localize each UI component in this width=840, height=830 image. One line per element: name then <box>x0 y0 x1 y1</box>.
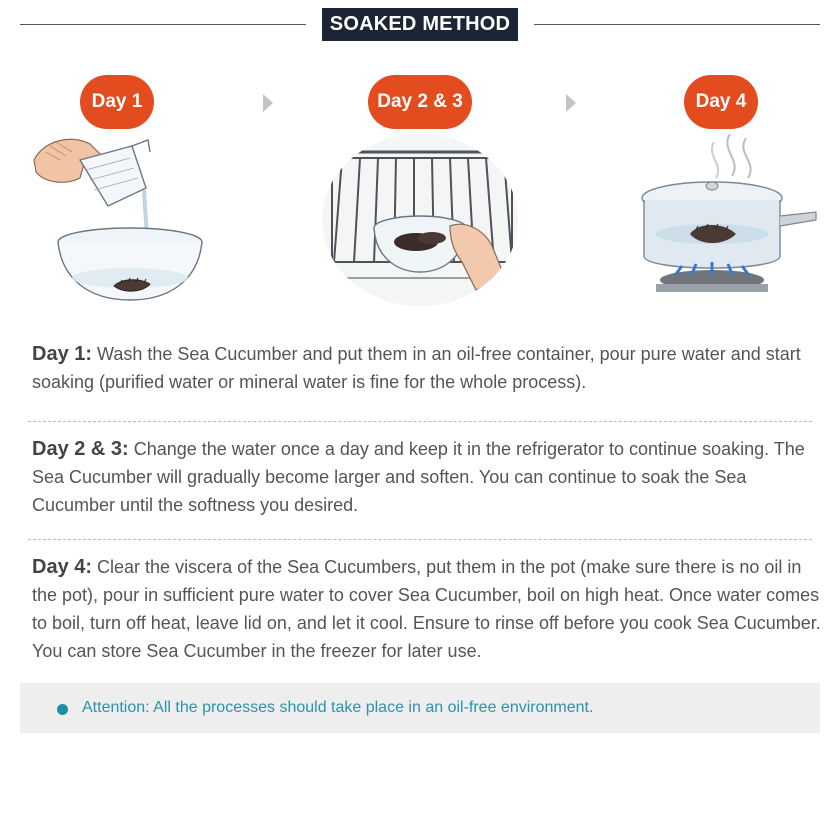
badge-day-1: Day 1 <box>80 75 154 129</box>
step-text: Wash the Sea Cucumber and put them in an oil-free container, pour pure water and start soaking (purified water or mineral water is fine for the whole process). <box>32 344 801 392</box>
divider <box>28 539 812 540</box>
step-day-4 <box>32 553 824 665</box>
step-label: Day 1: <box>32 343 93 365</box>
arrow-right-icon <box>566 94 576 112</box>
illustration-pouring-water <box>20 130 220 310</box>
illustration-boiling-pot <box>620 130 820 310</box>
title-rule-left <box>20 24 306 25</box>
step-text: Clear the viscera of the Sea Cucumbers, put them in the pot (make sure there is no oil in the pot), pour in sufficient pure water to cover Sea Cucumber, boil on high heat. Once water comes to boil, turn off heat, leave lid on, and let it cool. Ensure to rinse off before you cook Sea Cucumber. You can store Sea Cucumber in the freezer for later use. <box>32 557 821 661</box>
section-title: SOAKED METHOD <box>322 8 518 41</box>
attention-box <box>20 683 820 733</box>
title-rule-right <box>534 24 820 25</box>
attention-text: Attention: All the processes should take place in an oil-free environment. <box>82 699 594 716</box>
bullet-dot-icon <box>57 704 68 715</box>
step-day-1 <box>32 340 824 396</box>
step-text: Change the water once a day and keep it in the refrigerator to continue soaking. The Sea Cucumber will gradually become larger and soften. You can continue to soak the Sea Cucumber until the softness you desired. <box>32 439 805 515</box>
badge-day-2-3: Day 2 & 3 <box>368 75 472 129</box>
step-day-2-3 <box>32 435 824 519</box>
step-label: Day 4: <box>32 556 93 578</box>
illustration-refrigerator <box>320 130 520 310</box>
badge-day-4: Day 4 <box>684 75 758 129</box>
arrow-right-icon <box>263 94 273 112</box>
divider <box>28 421 812 422</box>
step-label: Day 2 & 3: <box>32 438 129 460</box>
